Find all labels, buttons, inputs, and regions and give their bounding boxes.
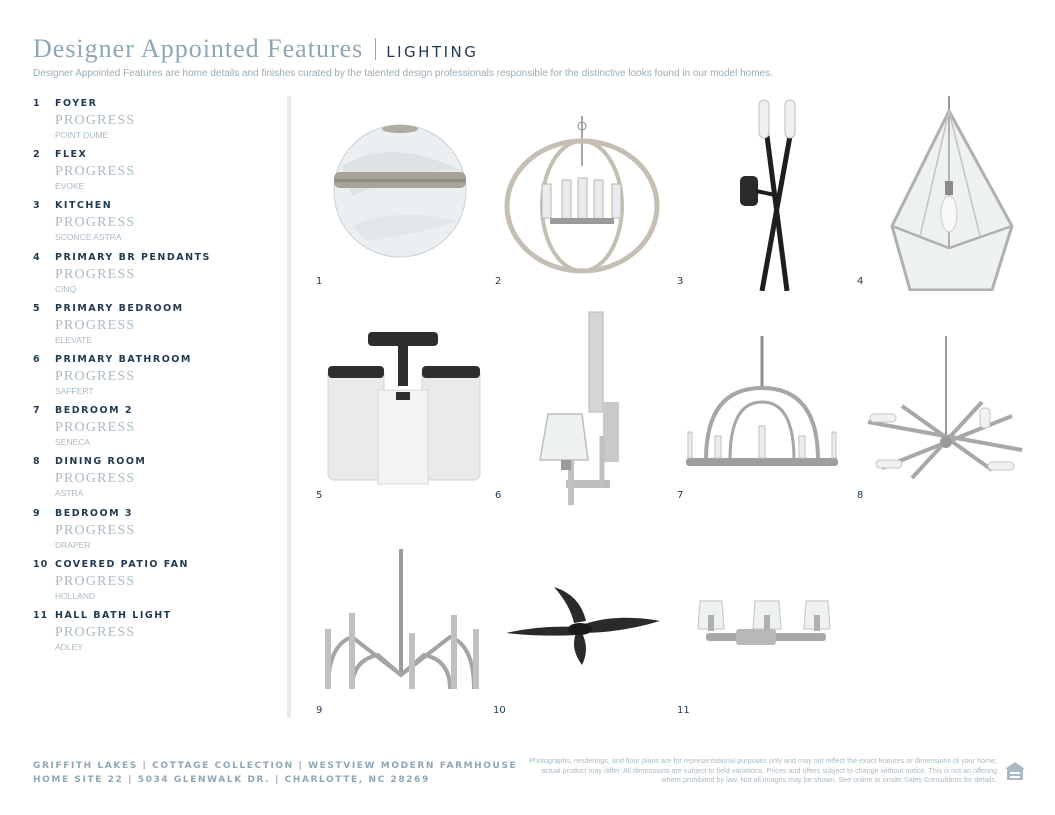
- item-model: CINQ: [55, 283, 77, 294]
- page-description: Designer Appointed Features are home details and finishes curated by the talented design professionals responsible for the distinctive looks found in our model homes.: [33, 68, 773, 79]
- item-brand: PROGRESS: [55, 573, 136, 589]
- item-room: FOYER: [55, 98, 98, 109]
- fixture-number: 4: [857, 276, 864, 287]
- item-number: 10: [33, 558, 49, 570]
- list-item: [33, 405, 278, 456]
- feature-list: [33, 98, 278, 661]
- item-number: 3: [33, 200, 41, 212]
- item-room: PRIMARY BR PENDANTS: [55, 251, 211, 263]
- community-line: GRIFFITH LAKES | COTTAGE COLLECTION | WESTVIEW MODERN FARMHOUSE: [33, 761, 518, 771]
- bath-sconce-icon: [490, 310, 670, 505]
- item-room: FLEX: [55, 149, 88, 161]
- item-model: EVOKE: [55, 181, 85, 192]
- list-item: [33, 252, 278, 303]
- fixture-number: 1: [316, 276, 323, 287]
- item-number: 6: [33, 353, 41, 365]
- item-room: DINING ROOM: [55, 456, 147, 468]
- item-room: BEDROOM 3: [55, 507, 133, 519]
- fixture-number: 9: [316, 705, 323, 716]
- list-item: [33, 610, 278, 661]
- list-item: [33, 149, 278, 200]
- item-number: 7: [33, 405, 41, 417]
- modern-chandelier-icon: [312, 525, 492, 705]
- item-room: BEDROOM 2: [55, 405, 133, 417]
- item-brand: PROGRESS: [55, 317, 136, 333]
- item-brand: PROGRESS: [55, 420, 136, 436]
- sputnik-chandelier-icon: [852, 310, 1032, 490]
- fixture-3-image: [672, 96, 852, 296]
- fixture-number: 3: [677, 276, 684, 287]
- semi-flush-light-icon: [312, 310, 492, 490]
- fixture-number: 5: [316, 490, 323, 501]
- fixture-number: 11: [677, 705, 690, 716]
- item-brand: PROGRESS: [55, 215, 136, 231]
- item-number: 1: [33, 98, 41, 109]
- item-number: 4: [33, 251, 41, 263]
- item-room: KITCHEN: [55, 200, 113, 212]
- item-model: SCONCE ASTRA: [55, 232, 122, 243]
- community-info: [33, 759, 517, 787]
- list-item: [33, 354, 278, 405]
- list-item: [33, 559, 278, 610]
- fixture-7-image: [672, 310, 852, 510]
- item-model: ELEVATE: [55, 334, 93, 345]
- fixture-number: 8: [857, 490, 864, 501]
- item-number: 9: [33, 507, 41, 519]
- wall-sconce-icon: [672, 96, 852, 291]
- item-model: POINT DUME: [55, 130, 109, 140]
- item-room: COVERED PATIO FAN: [55, 558, 189, 570]
- fixture-10-image: [490, 525, 670, 725]
- item-brand: PROGRESS: [55, 624, 136, 640]
- item-number: 2: [33, 149, 41, 161]
- cage-chandelier-icon: [672, 310, 852, 490]
- category-label: LIGHTING: [386, 43, 479, 61]
- page-header: [33, 34, 1023, 79]
- globe-pendant-icon: [312, 96, 492, 266]
- vanity-light-icon: [672, 525, 852, 705]
- list-item: [33, 98, 278, 149]
- list-item: [33, 200, 278, 251]
- fixture-4-image: [852, 96, 1032, 296]
- item-brand: PROGRESS: [55, 164, 136, 180]
- orb-chandelier-icon: [490, 96, 670, 276]
- title-row: [33, 34, 1023, 64]
- item-model: ASTRA: [55, 488, 84, 499]
- fixture-1-image: [312, 96, 492, 296]
- item-brand: PROGRESS: [55, 113, 136, 128]
- item-room: HALL BATH LIGHT: [55, 609, 172, 621]
- item-number: 11: [33, 609, 49, 621]
- item-room: PRIMARY BEDROOM: [55, 302, 184, 314]
- item-brand: PROGRESS: [55, 471, 136, 487]
- item-model: HOLLAND: [55, 590, 96, 601]
- fixture-number: 10: [493, 705, 506, 716]
- item-brand: PROGRESS: [55, 368, 136, 384]
- item-number: 5: [33, 302, 41, 314]
- address-line: HOME SITE 22 | 5034 GLENWALK DR. | CHARLOTTE, NC 28269: [33, 775, 430, 785]
- list-item: [33, 456, 278, 507]
- fixture-9-image: [312, 525, 492, 725]
- item-model: ADLEY: [55, 641, 83, 652]
- fixture-2-image: [490, 96, 670, 296]
- fixture-number: 7: [677, 490, 684, 501]
- fixture-6-image: [490, 310, 670, 510]
- ceiling-fan-icon: [490, 525, 670, 705]
- geometric-pendant-icon: [852, 96, 1032, 291]
- equal-housing-icon: [1003, 760, 1027, 789]
- fixture-5-image: [312, 310, 492, 510]
- disclaimer-text: Photographs, renderings, and floor plans are for representational purposes only and may not reflect the exact features or dimensions of your home; actual product may differ. All dimensions are subject to field variations. Prices and offers subject to change without notice. This is not an offering where prohibited by law. Not all images may be shown. See online or onsite Sales Consultants for details.: [529, 756, 997, 784]
- item-room: PRIMARY BATHROOM: [55, 353, 192, 365]
- fixture-11-image: [672, 525, 852, 725]
- item-model: DRAPER: [55, 539, 91, 550]
- item-brand: PROGRESS: [55, 266, 136, 282]
- item-model: SENECA: [55, 437, 90, 448]
- fixture-8-image: [852, 310, 1032, 510]
- page-title: Designer Appointed Features: [33, 34, 364, 63]
- item-number: 8: [33, 456, 41, 468]
- list-item: [33, 508, 278, 559]
- list-item: [33, 303, 278, 354]
- title-separator: [375, 38, 376, 60]
- item-model: SAFFERT: [55, 385, 94, 396]
- fixture-number: 2: [495, 276, 502, 287]
- divider-line: [287, 96, 291, 718]
- item-brand: PROGRESS: [55, 522, 136, 538]
- fixture-number: 6: [495, 490, 502, 501]
